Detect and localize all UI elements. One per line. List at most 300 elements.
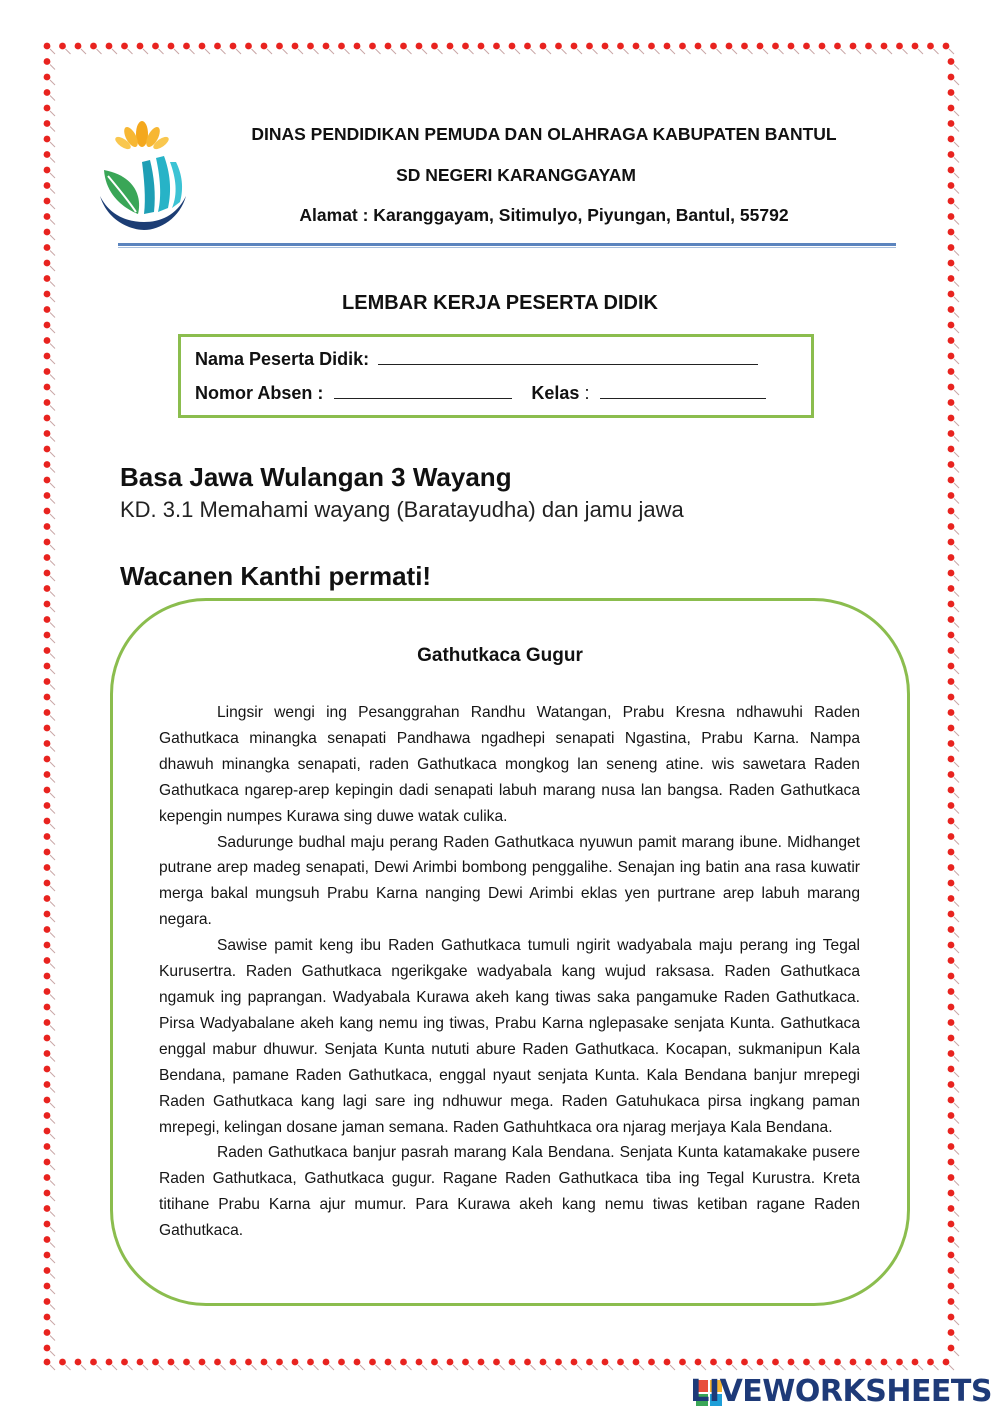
border-dot-stem [954,80,959,85]
border-dot-stem [686,49,691,54]
border-dot [948,1236,955,1243]
story-text [159,700,860,1262]
border-dot-stem [314,49,319,54]
border-dot [44,880,51,887]
border-dot [478,1359,485,1366]
border-dot-stem [954,483,959,488]
border-dot-stem [81,49,86,54]
border-dot-stem [954,685,959,690]
border-dot-stem [128,1365,133,1370]
class-label: Kelas [531,383,580,403]
school-logo [98,118,186,230]
border-dot-stem [50,344,55,349]
border-dot-stem [438,49,443,54]
border-dot [948,1267,955,1274]
border-dot-stem [50,979,55,984]
border-dot-stem [484,1365,489,1370]
border-dot-stem [954,235,959,240]
border-dot [385,1359,392,1366]
border-dot-stem [732,1365,737,1370]
border-dot-stem [50,793,55,798]
border-dot-stem [50,1041,55,1046]
border-dot [152,1359,159,1366]
border-dot-stem [954,716,959,721]
border-dot-stem [391,49,396,54]
border-dot [695,43,702,50]
border-dot-stem [50,1305,55,1310]
border-dot [943,1359,950,1366]
border-dot-stem [954,65,959,70]
reading-instruction: Wacanen Kanthi permati! [120,561,432,591]
border-dot-stem [918,1365,923,1370]
border-dot-stem [50,421,55,426]
border-dot [44,818,51,825]
border-dot-stem [50,1243,55,1248]
border-dot-stem [50,995,55,1000]
border-dot-stem [954,1212,959,1217]
border-dot-stem [50,1351,55,1356]
border-dot-stem [794,49,799,54]
border-dot-stem [954,1196,959,1201]
agency-name: DINAS PENDIDIKAN PEMUDA DAN OLAHRAGA KABUPATEN BANTUL [251,124,837,144]
border-dot [44,1035,51,1042]
border-dot-stem [205,49,210,54]
border-dot [948,926,955,933]
border-dot [44,1019,51,1026]
border-dot [912,1359,919,1366]
border-dot [400,1359,407,1366]
border-dot-stem [50,1088,55,1093]
border-dot [555,1359,562,1366]
border-dot [44,353,51,360]
border-dot-stem [954,142,959,147]
class-input-line[interactable] [600,380,766,399]
border-dot-stem [825,49,830,54]
name-input-line[interactable] [378,346,758,365]
border-dot [948,1019,955,1026]
border-dot [44,384,51,391]
border-dot [44,275,51,282]
border-dot-stem [97,1365,102,1370]
border-dot [881,43,888,50]
border-dot-stem [872,1365,877,1370]
border-dot-stem [954,607,959,612]
border-dot-stem [954,1057,959,1062]
border-dot-stem [484,49,489,54]
border-dot-stem [954,1150,959,1155]
border-dot-stem [954,964,959,969]
border-dot-stem [50,964,55,969]
border-dot [44,508,51,515]
border-dot-stem [329,49,334,54]
border-dot-stem [531,49,536,54]
border-dot-stem [954,886,959,891]
border-dot [137,43,144,50]
border-dot [44,1004,51,1011]
border-dot [44,492,51,499]
border-dot [948,585,955,592]
border-dot [44,260,51,267]
border-dot-stem [918,49,923,54]
border-dot-stem [686,1365,691,1370]
border-dot-stem [954,328,959,333]
border-dot-stem [748,1365,753,1370]
border-dot [292,1359,299,1366]
border-dot [948,322,955,329]
border-dot-stem [763,1365,768,1370]
border-dot [44,229,51,236]
header-divider [118,243,896,246]
story-title: Gathutkaca Gugur [417,645,583,666]
border-dot-stem [50,390,55,395]
border-dot-stem [50,871,55,876]
border-dot-stem [50,731,55,736]
border-dot [726,43,733,50]
border-dot-stem [50,204,55,209]
border-dot [44,1190,51,1197]
border-dot [44,771,51,778]
name-label: Nama Peserta Didik: [195,349,370,369]
border-dot [948,616,955,623]
story-paragraph: Sawise pamit keng ibu Raden Gathutkaca tumuli ngirit wadyabala maju perang ing Tegal Kurusertra. Raden Gathutkaca ngerikgake wadyabala kang wujud raksasa. Raden Gathutkaca ngamuk ing paprangan. Wadyabala Kurawa akeh kang tiwas saka pangamuke Raden Gathutkaca. Pirsa Wadyabalane akeh kang nemu ing tiwas, Prabu Karna nglepasake senjata Kunta. Gathutkaca enggal mabur dhuwur. Senjata Kunta nututi abure Raden Gathutkaca. Kocapan, sukmanipun Kala Bendana, pamane Raden Gathutkaca, enggal nyaut senjata Kunta. Kala Bendana banjur mrepegi Raden Gathutkaca kang lagi sare ing ndhuwur mega. Raden Gatuhukaca pirsa ingkang paman mrepegi, kelingan dosane jaman semana. Raden Gathuhtkaca ora njarag merjaya Kala Bendana. [159,937,860,1136]
border-dot-stem [954,1041,959,1046]
border-dot-stem [50,96,55,101]
border-dot [44,585,51,592]
border-dot [338,1359,345,1366]
border-dot-stem [954,1320,959,1325]
border-dot [44,58,51,65]
border-dot-stem [50,468,55,473]
border-dot [44,1112,51,1119]
worksheet-title: LEMBAR KERJA PESERTA DIDIK [342,292,658,314]
border-dot [90,43,97,50]
border-dot [948,632,955,639]
border-dot [369,43,376,50]
border-dot [948,1050,955,1057]
border-dot [137,1359,144,1366]
border-dot [44,957,51,964]
border-dot [447,43,454,50]
border-dot [168,1359,175,1366]
border-dot [633,43,640,50]
border-dot-stem [608,49,613,54]
border-dot [44,601,51,608]
border-dot-stem [50,1103,55,1108]
border-dot [819,1359,826,1366]
border-dot-stem [954,623,959,628]
border-dot-stem [50,747,55,752]
border-dot-stem [438,1365,443,1370]
border-dot [121,43,128,50]
border-dot [679,43,686,50]
border-dot-stem [577,1365,582,1370]
liveworksheets-watermark: LIVEWORKSHEETS [690,1374,992,1409]
border-dot [948,430,955,437]
border-dot-stem [531,1365,536,1370]
border-dot [44,1252,51,1259]
border-dot [493,43,500,50]
border-dot [948,880,955,887]
border-dot-stem [949,1365,954,1370]
border-dot [307,1359,314,1366]
border-dot [44,787,51,794]
border-dot [948,275,955,282]
border-dot [524,1359,531,1366]
border-dot-stem [236,1365,241,1370]
border-dot-stem [314,1365,319,1370]
border-dot [948,1081,955,1088]
border-dot [44,167,51,174]
border-dot-stem [50,1365,55,1370]
border-dot-stem [954,1289,959,1294]
border-dot-stem [670,49,675,54]
border-dot-stem [50,669,55,674]
border-dot-stem [934,1365,939,1370]
border-dot-stem [50,1119,55,1124]
border-dot-stem [50,483,55,488]
border-dot-stem [174,1365,179,1370]
border-dot [948,1283,955,1290]
border-dot [400,43,407,50]
border-dot [354,1359,361,1366]
border-dot-stem [50,716,55,721]
border-dot [44,213,51,220]
border-dot-stem [639,1365,644,1370]
border-dot [948,957,955,964]
border-dot-stem [954,871,959,876]
border-dot [276,43,283,50]
border-dot [948,554,955,561]
border-dot [948,1143,955,1150]
border-dot [431,1359,438,1366]
border-dot [948,89,955,96]
border-dot [90,1359,97,1366]
border-dot-stem [954,1103,959,1108]
border-dot-stem [954,282,959,287]
border-dot-stem [954,747,959,752]
border-dot [447,1359,454,1366]
border-dot [948,1298,955,1305]
border-dot-stem [50,1057,55,1062]
border-dot [152,43,159,50]
border-dot [276,1359,283,1366]
border-dot [948,740,955,747]
border-dot-stem [50,437,55,442]
border-dot-stem [856,1365,861,1370]
border-dot-stem [954,561,959,566]
border-dot-stem [50,452,55,457]
border-dot-stem [954,592,959,597]
border-dot [948,1221,955,1228]
absen-input-line[interactable] [334,380,512,399]
border-dot [948,678,955,685]
border-dot-stem [717,49,722,54]
border-dot-stem [50,235,55,240]
border-dot-stem [50,65,55,70]
border-dot [948,182,955,189]
border-dot-stem [954,762,959,767]
border-dot-stem [50,623,55,628]
border-dot-stem [50,80,55,85]
border-dot-stem [360,49,365,54]
border-dot [44,1081,51,1088]
border-dot [948,120,955,127]
border-dot-stem [954,173,959,178]
border-dot [948,802,955,809]
border-dot [948,1174,955,1181]
border-dot [757,1359,764,1366]
border-dot-stem [794,1365,799,1370]
border-dot [44,105,51,112]
border-dot [757,43,764,50]
border-dot-stem [608,1365,613,1370]
border-dot-stem [159,49,164,54]
border-dot [307,43,314,50]
border-dot-stem [810,1365,815,1370]
border-dot [948,1112,955,1119]
border-dot [44,570,51,577]
border-dot [44,120,51,127]
border-dot [44,740,51,747]
border-dot [44,1283,51,1290]
border-dot-stem [954,204,959,209]
border-dot-stem [748,49,753,54]
border-dot [44,554,51,561]
border-dot [948,1252,955,1259]
border-dot [948,492,955,499]
border-dot-stem [174,49,179,54]
border-dot-stem [50,220,55,225]
border-dot-stem [159,1365,164,1370]
border-dot-stem [954,189,959,194]
border-dot [44,461,51,468]
border-dot [44,89,51,96]
border-dot-stem [954,1305,959,1310]
border-dot-stem [655,1365,660,1370]
border-dot [948,787,955,794]
border-dot [741,43,748,50]
border-dot-stem [50,840,55,845]
border-dot [44,1221,51,1228]
border-dot-stem [50,933,55,938]
border-dot [948,1066,955,1073]
border-dot [948,988,955,995]
border-dot-stem [50,1072,55,1077]
border-dot [44,632,51,639]
border-dot-stem [562,49,567,54]
border-dot-stem [954,468,959,473]
border-dot [75,1359,82,1366]
border-dot-stem [954,452,959,457]
border-dot [44,1174,51,1181]
border-dot-stem [50,886,55,891]
border-dot-stem [50,359,55,364]
border-dot-stem [50,1165,55,1170]
border-dot-stem [376,1365,381,1370]
border-dot [44,1097,51,1104]
border-dot-stem [422,49,427,54]
border-dot-stem [50,638,55,643]
border-dot-stem [205,1365,210,1370]
border-dot [948,1329,955,1336]
border-dot [462,43,469,50]
border-dot-stem [934,49,939,54]
border-dot-stem [954,778,959,783]
border-dot-stem [779,49,784,54]
border-dot-stem [50,762,55,767]
border-dot-stem [50,514,55,519]
border-dot-stem [577,49,582,54]
border-dot-stem [50,778,55,783]
border-dot-stem [50,1336,55,1341]
border-dot-stem [190,1365,195,1370]
border-dot [948,58,955,65]
border-dot [948,461,955,468]
border-dot-stem [954,948,959,953]
border-dot [183,43,190,50]
border-dot [44,849,51,856]
border-dot [948,229,955,236]
border-dot [948,415,955,422]
border-dot-stem [469,49,474,54]
border-dot [44,1236,51,1243]
border-dot [44,1205,51,1212]
border-dot-stem [954,933,959,938]
border-dot-stem [954,809,959,814]
border-dot [44,430,51,437]
border-dot [44,539,51,546]
border-dot-stem [50,561,55,566]
border-dot-stem [66,49,71,54]
border-dot-stem [298,1365,303,1370]
border-dot [369,1359,376,1366]
lotus-icon [113,121,170,151]
border-dot-stem [283,49,288,54]
border-dot-stem [50,1212,55,1217]
border-dot-stem [50,1181,55,1186]
border-dot [948,213,955,220]
border-dot [948,725,955,732]
border-dot [948,337,955,344]
border-dot [44,1050,51,1057]
border-dot [710,1359,717,1366]
border-dot-stem [50,282,55,287]
border-dot [214,1359,221,1366]
border-dot [896,43,903,50]
border-dot-stem [376,49,381,54]
name-row [195,346,758,370]
border-dot-stem [50,127,55,132]
border-dot-stem [50,499,55,504]
border-dot-stem [954,1119,959,1124]
border-dot-stem [954,995,959,1000]
border-dot [44,1267,51,1274]
border-dot-stem [954,111,959,116]
border-dot-stem [732,49,737,54]
border-dot-stem [624,1365,629,1370]
border-dot [230,1359,237,1366]
border-dot-stem [407,1365,412,1370]
border-dot [948,105,955,112]
border-dot [948,260,955,267]
border-dot [948,1345,955,1352]
border-dot-stem [954,421,959,426]
border-dot [106,1359,113,1366]
border-dot [540,1359,547,1366]
border-dot [44,802,51,809]
border-dot [44,74,51,81]
border-dot-stem [81,1365,86,1370]
